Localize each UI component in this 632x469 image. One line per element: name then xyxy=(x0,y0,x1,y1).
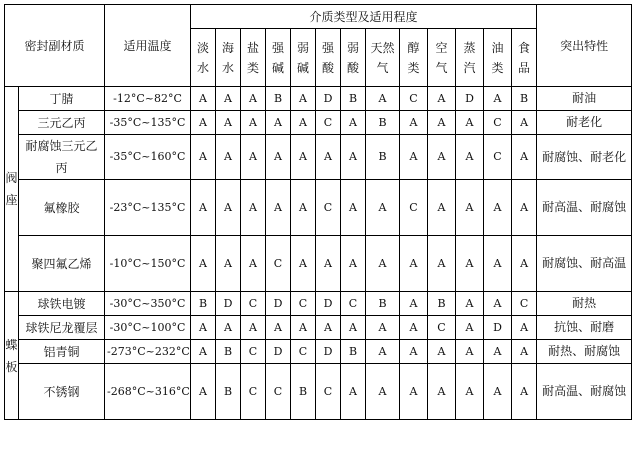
rating-cell: A xyxy=(456,364,484,420)
rating-cell: B xyxy=(341,340,366,364)
header-medium: 淡水 xyxy=(191,29,216,87)
rating-cell: A xyxy=(266,111,291,135)
rating-cell: A xyxy=(484,180,512,236)
rating-cell: A xyxy=(456,111,484,135)
rating-cell: A xyxy=(341,364,366,420)
feature-cell: 耐老化 xyxy=(537,111,632,135)
rating-cell: A xyxy=(456,180,484,236)
rating-cell: A xyxy=(512,111,537,135)
header-medium: 蒸汽 xyxy=(456,29,484,87)
rating-cell: C xyxy=(400,87,428,111)
rating-cell: A xyxy=(400,340,428,364)
feature-cell: 耐高温、耐腐蚀 xyxy=(537,364,632,420)
rating-cell: A xyxy=(512,180,537,236)
rating-cell: A xyxy=(216,316,241,340)
rating-cell: A xyxy=(291,135,316,180)
temperature-cell: -30°C~350°C xyxy=(105,292,191,316)
rating-cell: A xyxy=(241,236,266,292)
header-medium: 弱酸 xyxy=(341,29,366,87)
rating-cell: A xyxy=(400,236,428,292)
rating-cell: C xyxy=(241,292,266,316)
rating-cell: C xyxy=(316,364,341,420)
header-material: 密封副材质 xyxy=(5,5,105,87)
rating-cell: B xyxy=(216,364,241,420)
rating-cell: C xyxy=(484,111,512,135)
rating-cell: C xyxy=(400,180,428,236)
material-cell: 不锈钢 xyxy=(19,364,105,420)
rating-cell: C xyxy=(291,340,316,364)
rating-cell: A xyxy=(428,236,456,292)
rating-cell: C xyxy=(316,111,341,135)
rating-cell: C xyxy=(241,340,266,364)
rating-cell: A xyxy=(191,316,216,340)
rating-cell: D xyxy=(484,316,512,340)
header-medium: 海水 xyxy=(216,29,241,87)
rating-cell: A xyxy=(291,236,316,292)
rating-cell: A xyxy=(216,135,241,180)
rating-cell: B xyxy=(366,111,400,135)
rating-cell: A xyxy=(241,135,266,180)
header-feature: 突出特性 xyxy=(537,5,632,87)
rating-cell: A xyxy=(216,180,241,236)
temperature-cell: -10°C~150°C xyxy=(105,236,191,292)
rating-cell: A xyxy=(366,87,400,111)
rating-cell: A xyxy=(512,316,537,340)
rating-cell: A xyxy=(191,111,216,135)
rating-cell: D xyxy=(266,292,291,316)
rating-cell: A xyxy=(291,316,316,340)
rating-cell: A xyxy=(512,364,537,420)
rating-cell: A xyxy=(191,180,216,236)
rating-cell: A xyxy=(191,236,216,292)
feature-cell: 耐热、耐腐蚀 xyxy=(537,340,632,364)
rating-cell: A xyxy=(241,87,266,111)
rating-cell: A xyxy=(316,236,341,292)
rating-cell: B xyxy=(366,135,400,180)
material-cell: 耐腐蚀三元乙丙 xyxy=(19,135,105,180)
rating-cell: A xyxy=(341,236,366,292)
feature-cell: 耐腐蚀、耐高温 xyxy=(537,236,632,292)
rating-cell: A xyxy=(291,111,316,135)
header-medium: 盐类 xyxy=(241,29,266,87)
rating-cell: A xyxy=(191,364,216,420)
rating-cell: C xyxy=(512,292,537,316)
table-row xyxy=(5,364,632,420)
rating-cell: A xyxy=(291,87,316,111)
header-medium-group: 介质类型及适用程度 xyxy=(191,5,537,29)
rating-cell: B xyxy=(191,292,216,316)
rating-cell: A xyxy=(456,236,484,292)
rating-cell: C xyxy=(266,364,291,420)
feature-cell: 耐高温、耐腐蚀 xyxy=(537,180,632,236)
header-medium: 油类 xyxy=(484,29,512,87)
temperature-cell: -35°C~135°C xyxy=(105,111,191,135)
rating-cell: A xyxy=(428,111,456,135)
header-medium: 弱碱 xyxy=(291,29,316,87)
rating-cell: A xyxy=(400,111,428,135)
temperature-cell: -12°C~82°C xyxy=(105,87,191,111)
rating-cell: A xyxy=(266,180,291,236)
temperature-cell: -23°C~135°C xyxy=(105,180,191,236)
rating-cell: A xyxy=(341,135,366,180)
rating-cell: A xyxy=(366,340,400,364)
rating-cell: A xyxy=(366,364,400,420)
rating-cell: A xyxy=(456,316,484,340)
rating-cell: A xyxy=(512,135,537,180)
header-medium: 空气 xyxy=(428,29,456,87)
rating-cell: A xyxy=(216,87,241,111)
table-row xyxy=(5,180,632,236)
rating-cell: A xyxy=(484,340,512,364)
rating-cell: A xyxy=(291,180,316,236)
rating-cell: A xyxy=(216,111,241,135)
rating-cell: A xyxy=(316,316,341,340)
rating-cell: A xyxy=(316,135,341,180)
rating-cell: B xyxy=(366,292,400,316)
rating-cell: D xyxy=(216,292,241,316)
material-cell: 氟橡胶 xyxy=(19,180,105,236)
rating-cell: A xyxy=(484,236,512,292)
feature-cell: 耐腐蚀、耐老化 xyxy=(537,135,632,180)
rating-cell: A xyxy=(512,340,537,364)
rating-cell: A xyxy=(216,236,241,292)
rating-cell: D xyxy=(316,87,341,111)
rating-cell: A xyxy=(341,180,366,236)
table-row xyxy=(5,87,632,111)
rating-cell: A xyxy=(456,340,484,364)
rating-cell: A xyxy=(266,135,291,180)
group-label: 蝶板 xyxy=(5,292,19,420)
material-cell: 球铁尼龙覆层 xyxy=(19,316,105,340)
rating-cell: A xyxy=(366,180,400,236)
material-cell: 球铁电镀 xyxy=(19,292,105,316)
group-label: 阀座 xyxy=(5,87,19,292)
rating-cell: C xyxy=(341,292,366,316)
rating-cell: A xyxy=(341,111,366,135)
table-row xyxy=(5,111,632,135)
header-medium: 强碱 xyxy=(266,29,291,87)
rating-cell: B xyxy=(428,292,456,316)
rating-cell: A xyxy=(428,87,456,111)
rating-cell: A xyxy=(191,135,216,180)
temperature-cell: -268°C~316°C xyxy=(105,364,191,420)
rating-cell: B xyxy=(266,87,291,111)
rating-cell: A xyxy=(400,135,428,180)
rating-cell: A xyxy=(456,292,484,316)
rating-cell: C xyxy=(484,135,512,180)
material-compatibility-table xyxy=(4,4,632,420)
rating-cell: A xyxy=(484,364,512,420)
table-row xyxy=(5,135,632,180)
rating-cell: D xyxy=(316,340,341,364)
rating-cell: A xyxy=(512,236,537,292)
material-cell: 铝青铜 xyxy=(19,340,105,364)
material-cell: 丁腈 xyxy=(19,87,105,111)
rating-cell: A xyxy=(241,316,266,340)
rating-cell: D xyxy=(456,87,484,111)
rating-cell: A xyxy=(456,135,484,180)
feature-cell: 耐油 xyxy=(537,87,632,111)
temperature-cell: -273°C~232°C xyxy=(105,340,191,364)
rating-cell: A xyxy=(241,111,266,135)
material-cell: 三元乙丙 xyxy=(19,111,105,135)
material-cell: 聚四氟乙烯 xyxy=(19,236,105,292)
header-medium: 强酸 xyxy=(316,29,341,87)
rating-cell: A xyxy=(191,340,216,364)
rating-cell: C xyxy=(266,236,291,292)
rating-cell: B xyxy=(512,87,537,111)
rating-cell: A xyxy=(191,87,216,111)
rating-cell: A xyxy=(266,316,291,340)
rating-cell: A xyxy=(400,364,428,420)
rating-cell: C xyxy=(428,316,456,340)
table-row xyxy=(5,316,632,340)
header-medium: 天然气 xyxy=(366,29,400,87)
rating-cell: A xyxy=(428,180,456,236)
table-row xyxy=(5,340,632,364)
rating-cell: D xyxy=(316,292,341,316)
table-row xyxy=(5,236,632,292)
rating-cell: A xyxy=(428,364,456,420)
rating-cell: A xyxy=(400,292,428,316)
rating-cell: A xyxy=(341,316,366,340)
rating-cell: A xyxy=(484,292,512,316)
feature-cell: 耐热 xyxy=(537,292,632,316)
rating-cell: A xyxy=(428,135,456,180)
header-medium: 醇类 xyxy=(400,29,428,87)
temperature-cell: -30°C~100°C xyxy=(105,316,191,340)
rating-cell: A xyxy=(366,316,400,340)
rating-cell: C xyxy=(241,364,266,420)
rating-cell: A xyxy=(484,87,512,111)
temperature-cell: -35°C~160°C xyxy=(105,135,191,180)
feature-cell: 抗蚀、耐磨 xyxy=(537,316,632,340)
rating-cell: A xyxy=(428,340,456,364)
rating-cell: A xyxy=(241,180,266,236)
rating-cell: B xyxy=(291,364,316,420)
rating-cell: A xyxy=(366,236,400,292)
header-temperature: 适用温度 xyxy=(105,5,191,87)
header-medium: 食品 xyxy=(512,29,537,87)
table-row xyxy=(5,292,632,316)
rating-cell: A xyxy=(400,316,428,340)
rating-cell: B xyxy=(341,87,366,111)
rating-cell: B xyxy=(216,340,241,364)
rating-cell: C xyxy=(316,180,341,236)
rating-cell: C xyxy=(291,292,316,316)
rating-cell: D xyxy=(266,340,291,364)
